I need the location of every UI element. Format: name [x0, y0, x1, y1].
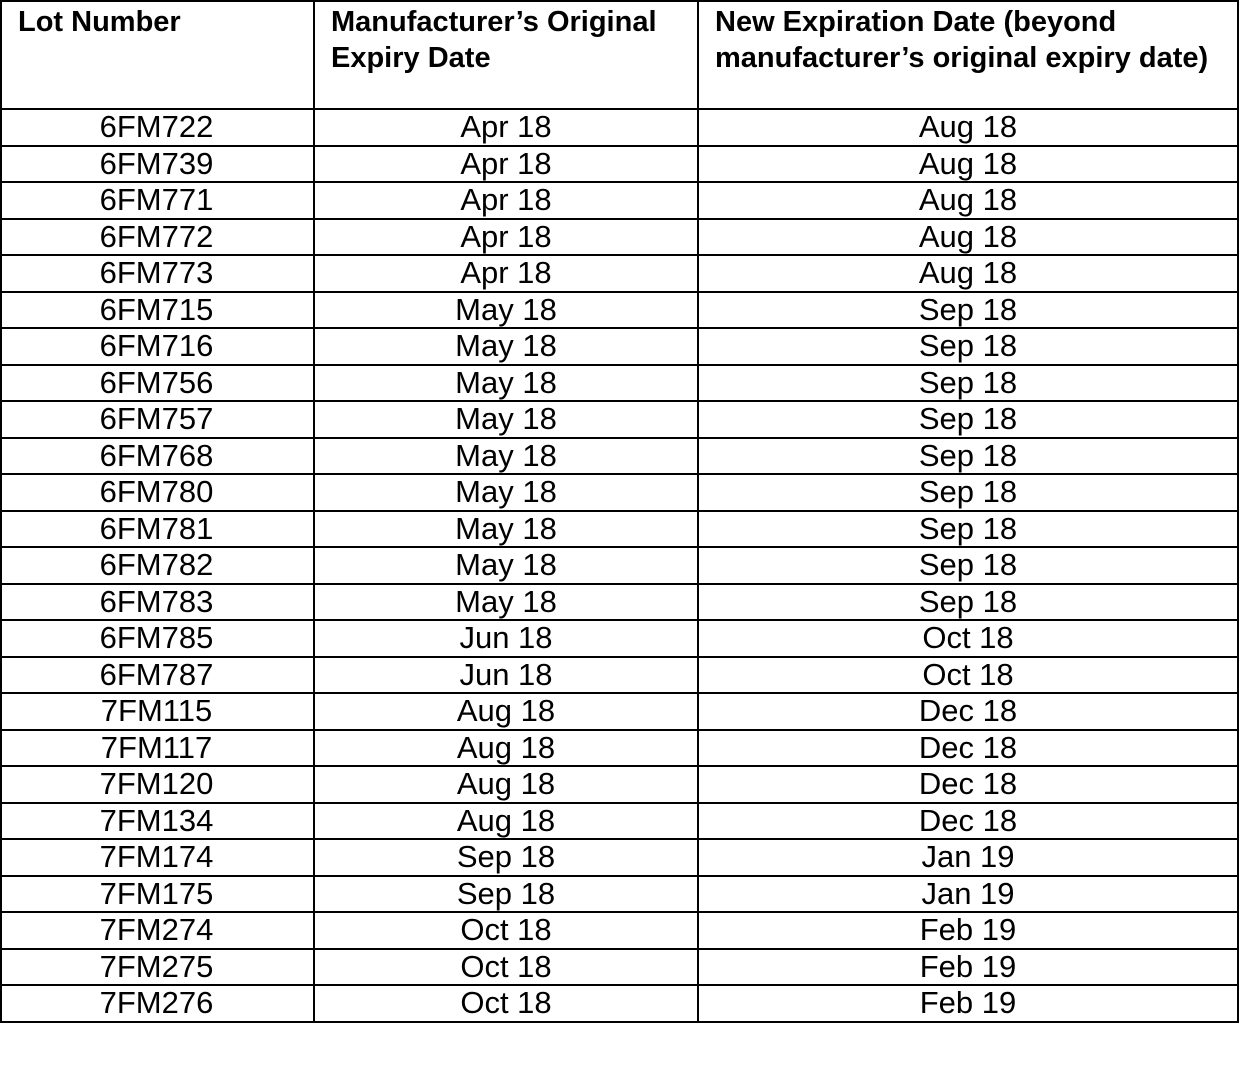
lot-number-cell: 6FM739	[1, 146, 314, 183]
original-expiry-cell: May 18	[314, 474, 698, 511]
lot-number-cell: 7FM274	[1, 912, 314, 949]
table-row	[1, 730, 1238, 767]
original-expiry-cell: Jun 18	[314, 620, 698, 657]
lot-number-cell: 6FM722	[1, 109, 314, 146]
new-expiration-cell: Sep 18	[698, 438, 1238, 475]
table-row	[1, 876, 1238, 913]
new-expiration-cell: Sep 18	[698, 584, 1238, 621]
new-expiration-cell: Sep 18	[698, 401, 1238, 438]
table-row	[1, 693, 1238, 730]
original-expiry-cell: Oct 18	[314, 985, 698, 1022]
new-expiration-cell: Oct 18	[698, 620, 1238, 657]
original-expiry-cell: Apr 18	[314, 219, 698, 256]
original-expiry-cell: Aug 18	[314, 730, 698, 767]
new-expiration-cell: Aug 18	[698, 255, 1238, 292]
new-expiration-cell: Sep 18	[698, 292, 1238, 329]
lot-number-cell: 6FM787	[1, 657, 314, 694]
original-expiry-cell: Apr 18	[314, 255, 698, 292]
new-expiration-cell: Aug 18	[698, 219, 1238, 256]
lot-number-cell: 7FM175	[1, 876, 314, 913]
original-expiry-cell: May 18	[314, 547, 698, 584]
new-expiration-cell: Sep 18	[698, 547, 1238, 584]
original-expiry-cell: Aug 18	[314, 693, 698, 730]
lot-number-cell: 6FM771	[1, 182, 314, 219]
new-expiration-cell: Sep 18	[698, 511, 1238, 548]
lot-number-cell: 6FM780	[1, 474, 314, 511]
original-expiry-cell: Oct 18	[314, 949, 698, 986]
table-row	[1, 620, 1238, 657]
table-row	[1, 219, 1238, 256]
lot-number-cell: 7FM174	[1, 839, 314, 876]
table-row	[1, 401, 1238, 438]
table-row	[1, 949, 1238, 986]
original-expiry-cell: Oct 18	[314, 912, 698, 949]
table-row	[1, 766, 1238, 803]
original-expiry-cell: Sep 18	[314, 876, 698, 913]
original-expiry-cell: Apr 18	[314, 109, 698, 146]
lot-number-cell: 6FM715	[1, 292, 314, 329]
table-row	[1, 365, 1238, 402]
original-expiry-cell: May 18	[314, 365, 698, 402]
original-expiry-cell: Aug 18	[314, 766, 698, 803]
table-row	[1, 511, 1238, 548]
original-expiry-cell: Apr 18	[314, 182, 698, 219]
new-expiration-cell: Dec 18	[698, 803, 1238, 840]
lot-number-cell: 6FM781	[1, 511, 314, 548]
table-row	[1, 182, 1238, 219]
new-expiration-cell: Aug 18	[698, 182, 1238, 219]
lot-number-cell: 6FM772	[1, 219, 314, 256]
original-expiry-cell: May 18	[314, 511, 698, 548]
table-row	[1, 474, 1238, 511]
new-expiration-cell: Sep 18	[698, 474, 1238, 511]
lot-number-cell: 7FM275	[1, 949, 314, 986]
table-row	[1, 803, 1238, 840]
lot-number-cell: 6FM756	[1, 365, 314, 402]
table-row	[1, 146, 1238, 183]
original-expiry-cell: Apr 18	[314, 146, 698, 183]
table-row	[1, 328, 1238, 365]
original-expiry-cell: May 18	[314, 292, 698, 329]
new-expiration-cell: Aug 18	[698, 109, 1238, 146]
lot-number-cell: 6FM785	[1, 620, 314, 657]
table-body	[1, 109, 1238, 1022]
lot-number-cell: 7FM134	[1, 803, 314, 840]
lot-number-cell: 6FM773	[1, 255, 314, 292]
header-new-expiration-date: New Expiration Date (beyond manufacturer’s original expiry date)	[698, 1, 1238, 109]
new-expiration-cell: Sep 18	[698, 328, 1238, 365]
new-expiration-cell: Aug 18	[698, 146, 1238, 183]
header-row	[1, 1, 1238, 109]
table-row	[1, 292, 1238, 329]
header-original-expiry-date: Manufacturer’s Original Expiry Date	[314, 1, 698, 109]
new-expiration-cell: Dec 18	[698, 730, 1238, 767]
lot-number-cell: 6FM757	[1, 401, 314, 438]
table-row	[1, 839, 1238, 876]
original-expiry-cell: May 18	[314, 584, 698, 621]
original-expiry-cell: Sep 18	[314, 839, 698, 876]
lot-number-cell: 7FM120	[1, 766, 314, 803]
new-expiration-cell: Jan 19	[698, 876, 1238, 913]
new-expiration-cell: Sep 18	[698, 365, 1238, 402]
new-expiration-cell: Feb 19	[698, 985, 1238, 1022]
table-row	[1, 255, 1238, 292]
original-expiry-cell: Aug 18	[314, 803, 698, 840]
original-expiry-cell: May 18	[314, 401, 698, 438]
table-row	[1, 985, 1238, 1022]
table-row	[1, 438, 1238, 475]
lot-number-cell: 6FM716	[1, 328, 314, 365]
table-row	[1, 657, 1238, 694]
original-expiry-cell: May 18	[314, 328, 698, 365]
table-row	[1, 912, 1238, 949]
lot-number-cell: 6FM782	[1, 547, 314, 584]
original-expiry-cell: May 18	[314, 438, 698, 475]
new-expiration-cell: Jan 19	[698, 839, 1238, 876]
lot-number-cell: 7FM117	[1, 730, 314, 767]
lot-number-cell: 7FM115	[1, 693, 314, 730]
new-expiration-cell: Oct 18	[698, 657, 1238, 694]
table-row	[1, 109, 1238, 146]
lot-number-cell: 6FM783	[1, 584, 314, 621]
new-expiration-cell: Dec 18	[698, 766, 1238, 803]
lot-number-cell: 7FM276	[1, 985, 314, 1022]
lot-number-cell: 6FM768	[1, 438, 314, 475]
table-row	[1, 584, 1238, 621]
new-expiration-cell: Dec 18	[698, 693, 1238, 730]
header-lot-number: Lot Number	[1, 1, 314, 109]
new-expiration-cell: Feb 19	[698, 912, 1238, 949]
new-expiration-cell: Feb 19	[698, 949, 1238, 986]
original-expiry-cell: Jun 18	[314, 657, 698, 694]
table-row	[1, 547, 1238, 584]
